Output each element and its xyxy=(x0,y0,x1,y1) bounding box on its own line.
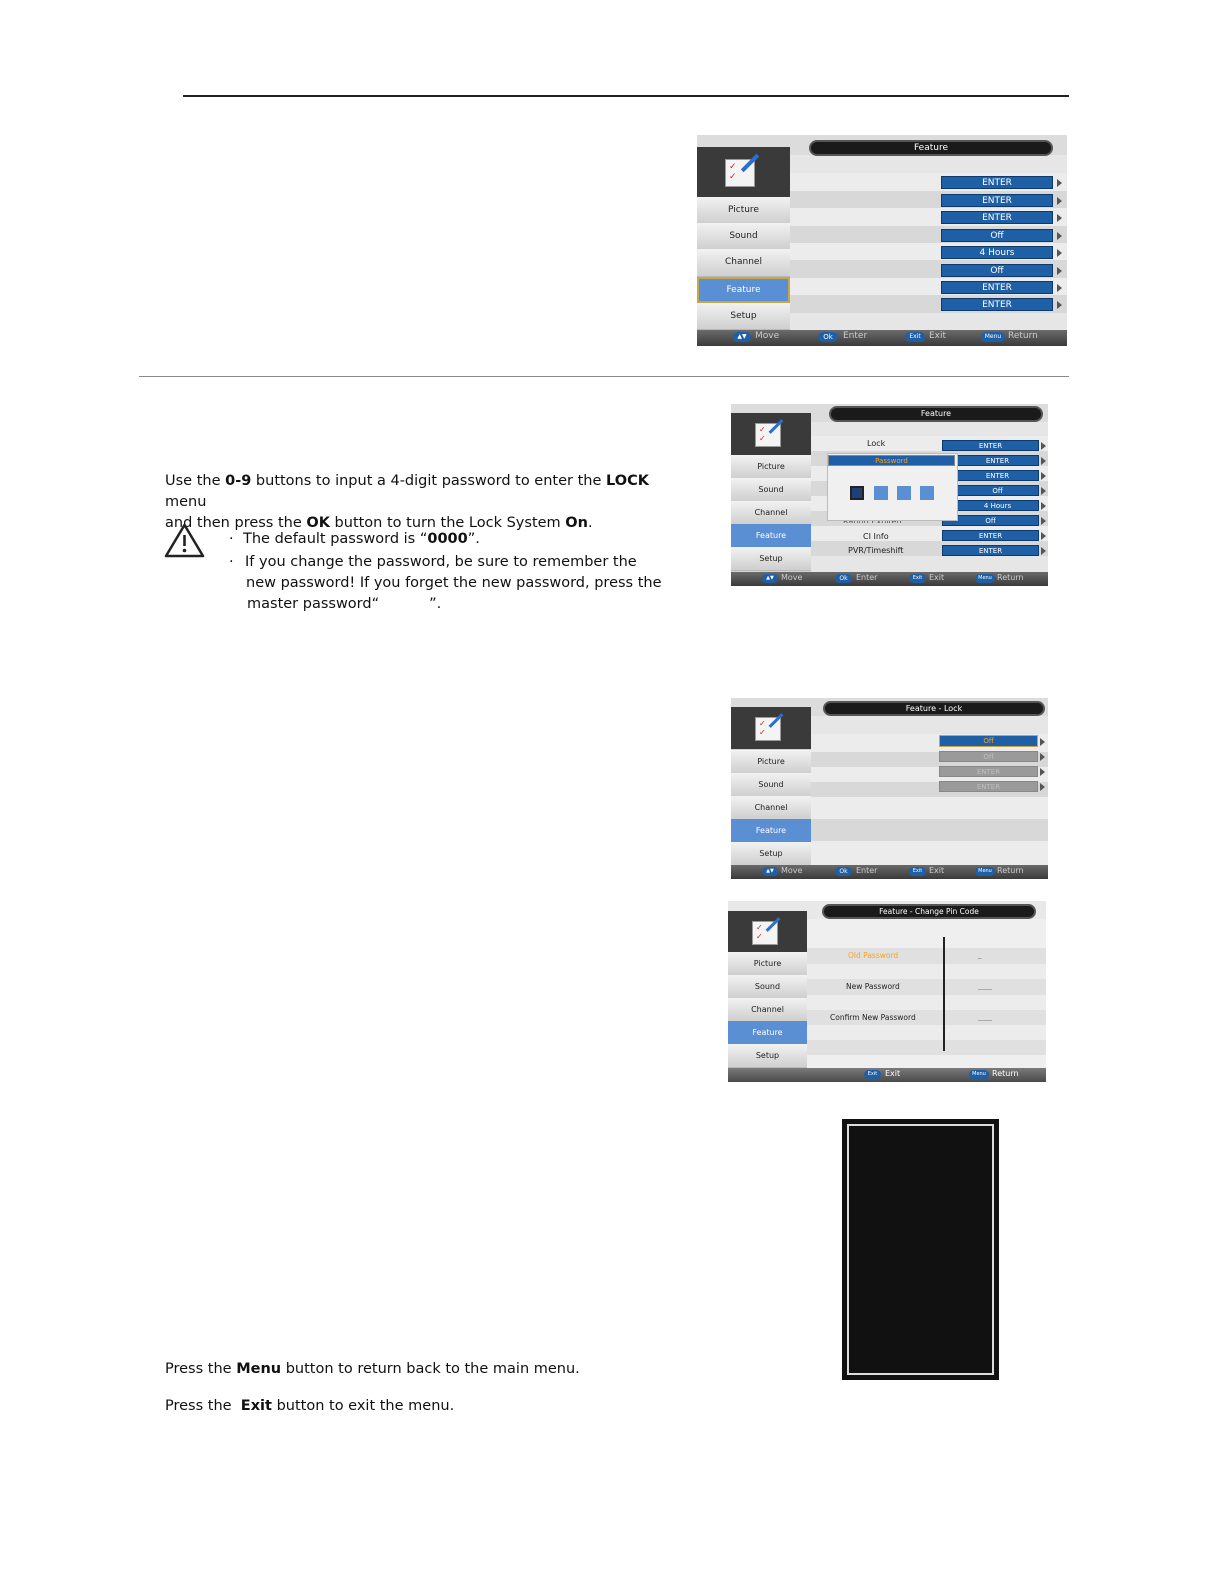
sidebar-item-channel[interactable]: Channel xyxy=(728,998,807,1022)
arrow-right-icon xyxy=(1057,267,1062,275)
menu-key-icon: Menu xyxy=(975,867,995,876)
menu-footer: ▲▼ Move Ok Enter Exit Exit Menu Return xyxy=(697,330,1067,346)
value-box[interactable]: Off xyxy=(942,515,1039,526)
password-notes: · The default password is “0000”. · If you change the password, be sure to remember the new password! If you forget the new password, press the master password“ ”. xyxy=(229,531,662,612)
old-password-field[interactable]: _ xyxy=(978,951,982,959)
tv-screen-change-pin xyxy=(728,901,1046,1082)
ok-key-icon: Ok xyxy=(835,867,852,876)
new-password-label: New Password xyxy=(846,982,900,991)
menu-title: Feature - Change Pin Code xyxy=(822,904,1036,919)
menu-return-instruction: Press the Menu button to return back to the main menu. xyxy=(165,1361,580,1377)
warning-icon xyxy=(164,523,205,558)
old-password-label: Old Password xyxy=(848,951,899,960)
value-box[interactable]: ENTER xyxy=(942,530,1039,541)
tv-screen-feature-menu xyxy=(697,135,1067,346)
arrow-right-icon xyxy=(1057,214,1062,222)
ok-key-icon: Ok xyxy=(818,332,838,342)
value-box[interactable]: 4 Hours xyxy=(941,246,1053,259)
value-box[interactable]: Off xyxy=(941,264,1053,277)
sidebar-item-channel[interactable]: Channel xyxy=(697,249,790,277)
top-rule xyxy=(183,95,1069,97)
arrow-right-icon xyxy=(1041,502,1046,510)
value-box-disabled: ENTER xyxy=(939,766,1038,777)
arrow-right-icon xyxy=(1041,547,1046,555)
menu-key-icon: Menu xyxy=(969,1070,989,1079)
arrow-right-icon xyxy=(1057,197,1062,205)
sidebar-item-sound[interactable]: Sound xyxy=(731,478,811,502)
value-box[interactable]: ENTER xyxy=(956,455,1039,466)
blank-tv-screen xyxy=(842,1119,999,1380)
sidebar-item-setup[interactable]: Setup xyxy=(731,547,811,571)
menu-label-ci-info: CI Info xyxy=(863,532,889,541)
menu-title: Feature xyxy=(829,406,1043,422)
value-box[interactable]: 4 Hours xyxy=(956,500,1039,511)
move-key-icon: ▲▼ xyxy=(762,867,778,876)
feature-menu-icon: ✓ ✓ xyxy=(697,147,790,197)
ok-key-icon: Ok xyxy=(835,574,852,583)
section-divider xyxy=(139,376,1069,377)
arrow-right-icon xyxy=(1040,753,1045,761)
menu-footer: Exit Exit Menu Return xyxy=(728,1068,1046,1082)
arrow-right-icon xyxy=(1041,472,1046,480)
menu-title: Feature xyxy=(809,140,1053,156)
value-box[interactable]: ENTER xyxy=(941,211,1053,224)
value-box[interactable]: Off xyxy=(956,485,1039,496)
arrow-right-icon xyxy=(1041,487,1046,495)
arrow-right-icon xyxy=(1040,768,1045,776)
sidebar-item-picture[interactable]: Picture xyxy=(728,952,807,976)
pin-digit-3[interactable] xyxy=(897,486,911,500)
exit-key-icon: Exit xyxy=(905,332,925,342)
new-password-field[interactable]: ____ xyxy=(978,982,992,990)
sidebar-item-setup[interactable]: Setup xyxy=(731,842,811,866)
value-box[interactable]: Off xyxy=(941,229,1053,242)
feature-menu-icon: ✓ ✓ xyxy=(731,707,811,749)
value-box[interactable]: ENTER xyxy=(941,298,1053,311)
pin-digit-4[interactable] xyxy=(920,486,934,500)
sidebar-item-feature[interactable]: Feature xyxy=(731,524,811,548)
menu-label-pvr: PVR/Timeshift xyxy=(848,546,904,555)
arrow-right-icon xyxy=(1057,284,1062,292)
sidebar-item-feature[interactable]: Feature xyxy=(731,819,811,843)
value-box-selected[interactable]: Off xyxy=(939,735,1038,747)
feature-menu-icon: ✓ ✓ xyxy=(728,911,807,953)
value-box[interactable]: ENTER xyxy=(956,470,1039,481)
sidebar-item-picture[interactable]: Picture xyxy=(731,455,811,479)
sidebar-item-feature[interactable]: Feature xyxy=(728,1021,807,1045)
pin-digit-1[interactable] xyxy=(850,486,864,500)
lock-instruction: Use the 0-9 buttons to input a 4-digit password to enter the LOCK menu and then press the OK button to turn the Lock System On. xyxy=(165,473,649,531)
exit-instruction: Press the Exit button to exit the menu. xyxy=(165,1398,455,1414)
confirm-password-label: Confirm New Password xyxy=(830,1013,916,1022)
sidebar-item-channel[interactable]: Channel xyxy=(731,796,811,820)
value-box[interactable]: ENTER xyxy=(941,176,1053,189)
menu-footer: ▲▼ Move Ok Enter Exit Exit Menu Return xyxy=(731,865,1048,879)
sidebar-item-sound[interactable]: Sound xyxy=(697,223,790,250)
sidebar-item-picture[interactable]: Picture xyxy=(731,750,811,774)
value-box[interactable]: ENTER xyxy=(941,281,1053,294)
sidebar-item-channel[interactable]: Channel xyxy=(731,501,811,525)
confirm-password-field[interactable]: ____ xyxy=(978,1013,992,1021)
password-dialog-title: Password xyxy=(828,455,955,466)
sidebar-item-setup[interactable]: Setup xyxy=(728,1044,807,1068)
arrow-right-icon xyxy=(1040,738,1045,746)
sidebar-item-picture[interactable]: Picture xyxy=(697,197,790,224)
sidebar-item-feature[interactable]: Feature xyxy=(697,277,790,303)
password-dialog xyxy=(827,453,958,521)
arrow-right-icon xyxy=(1057,301,1062,309)
menu-label-lock: Lock xyxy=(867,439,886,448)
tv-screen-feature-lock xyxy=(731,698,1048,879)
value-box[interactable]: ENTER xyxy=(942,545,1039,556)
arrow-right-icon xyxy=(1040,783,1045,791)
menu-footer: ▲▼ Move Ok Enter Exit Exit Menu Return xyxy=(731,572,1048,586)
field-divider xyxy=(943,937,945,1051)
arrow-right-icon xyxy=(1057,232,1062,240)
arrow-right-icon xyxy=(1041,517,1046,525)
move-key-icon: ▲▼ xyxy=(733,332,751,342)
menu-key-icon: Menu xyxy=(981,332,1005,342)
arrow-right-icon xyxy=(1041,457,1046,465)
sidebar-item-sound[interactable]: Sound xyxy=(731,773,811,797)
exit-key-icon: Exit xyxy=(909,574,926,583)
value-box[interactable]: ENTER xyxy=(942,440,1039,451)
exit-key-icon: Exit xyxy=(864,1070,881,1079)
sidebar-item-setup[interactable]: Setup xyxy=(697,303,790,330)
pin-digit-2[interactable] xyxy=(874,486,888,500)
tv-screen-password-prompt xyxy=(731,404,1048,586)
feature-menu-icon: ✓ ✓ xyxy=(731,413,811,455)
sidebar-item-sound[interactable]: Sound xyxy=(728,975,807,999)
value-box[interactable]: ENTER xyxy=(941,194,1053,207)
arrow-right-icon xyxy=(1041,532,1046,540)
exit-key-icon: Exit xyxy=(909,867,926,876)
menu-title: Feature - Lock xyxy=(823,701,1045,716)
move-key-icon: ▲▼ xyxy=(762,574,778,583)
value-box-disabled: ENTER xyxy=(939,781,1038,792)
arrow-right-icon xyxy=(1057,249,1062,257)
arrow-right-icon xyxy=(1041,442,1046,450)
menu-key-icon: Menu xyxy=(975,574,995,583)
value-box-disabled: Off xyxy=(939,751,1038,762)
arrow-right-icon xyxy=(1057,179,1062,187)
